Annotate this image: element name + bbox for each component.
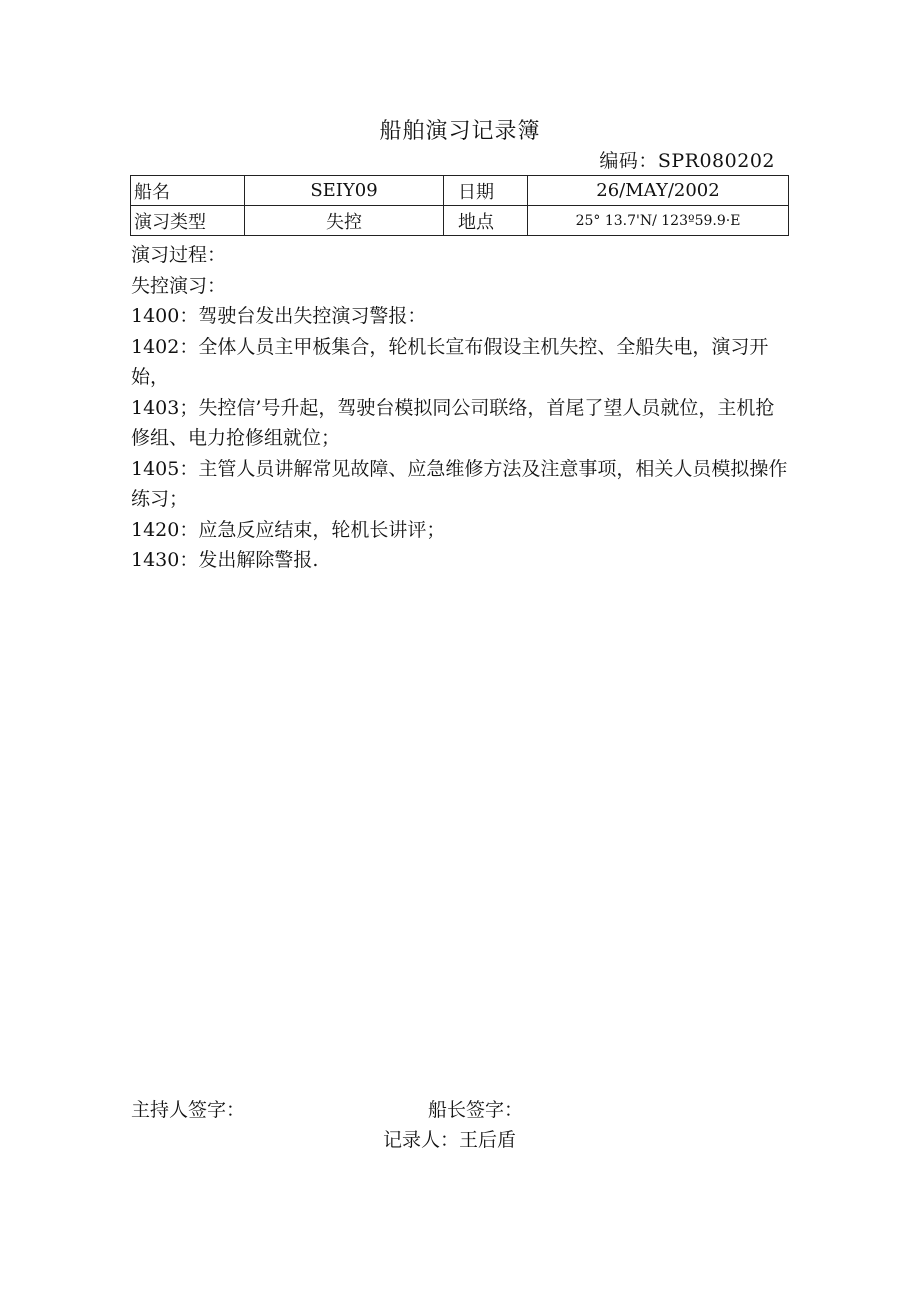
body-line: 1400：驾驶台发出失控演习警报： <box>131 305 427 327</box>
location-label: 地点 <box>444 206 528 236</box>
document-title: 船舶演习记录簿 <box>379 119 541 144</box>
info-row-1 <box>131 176 789 206</box>
location-value: 25° 13.7'N/ 123º59.9·E <box>528 206 789 236</box>
date-label: 日期 <box>444 176 528 206</box>
body-line: 1405：主管人员讲解常见故障、应急维修方法及注意事项，相关人员模拟操作练习； <box>131 457 788 510</box>
ship-name-value: SEIY09 <box>245 176 444 206</box>
body-line: 失控演习： <box>131 274 227 297</box>
captain-signature-label: 船长签字： <box>428 1099 524 1121</box>
host-signature-label: 主持人签字： <box>131 1099 246 1121</box>
body-line: 1430：发出解除警报. <box>131 549 319 571</box>
drill-process-body <box>131 240 791 576</box>
body-line: 1402：全体人员主甲板集合，轮机长宣布假设主机失控、全船失电，演习开始， <box>131 335 769 388</box>
info-table <box>130 175 789 236</box>
document-code: 编码：SPR080202 <box>599 150 775 172</box>
recorder-label: 记录人：王后盾 <box>383 1129 517 1151</box>
drill-type-label: 演习类型 <box>131 206 245 236</box>
date-value: 26/MAY/2002 <box>528 176 789 206</box>
ship-name-label: 船名 <box>131 176 245 206</box>
body-line: 1420：应急反应结束，轮机长讲评； <box>131 518 446 541</box>
info-row-2 <box>131 206 789 236</box>
body-line: 演习过程： <box>131 244 227 266</box>
drill-type-value: 失控 <box>245 206 444 236</box>
body-line: 1403；失控信’号升起，驾驶台模拟同公司联络，首尾了望人员就位，主机抢修组、电力抢修组就位； <box>131 396 775 449</box>
